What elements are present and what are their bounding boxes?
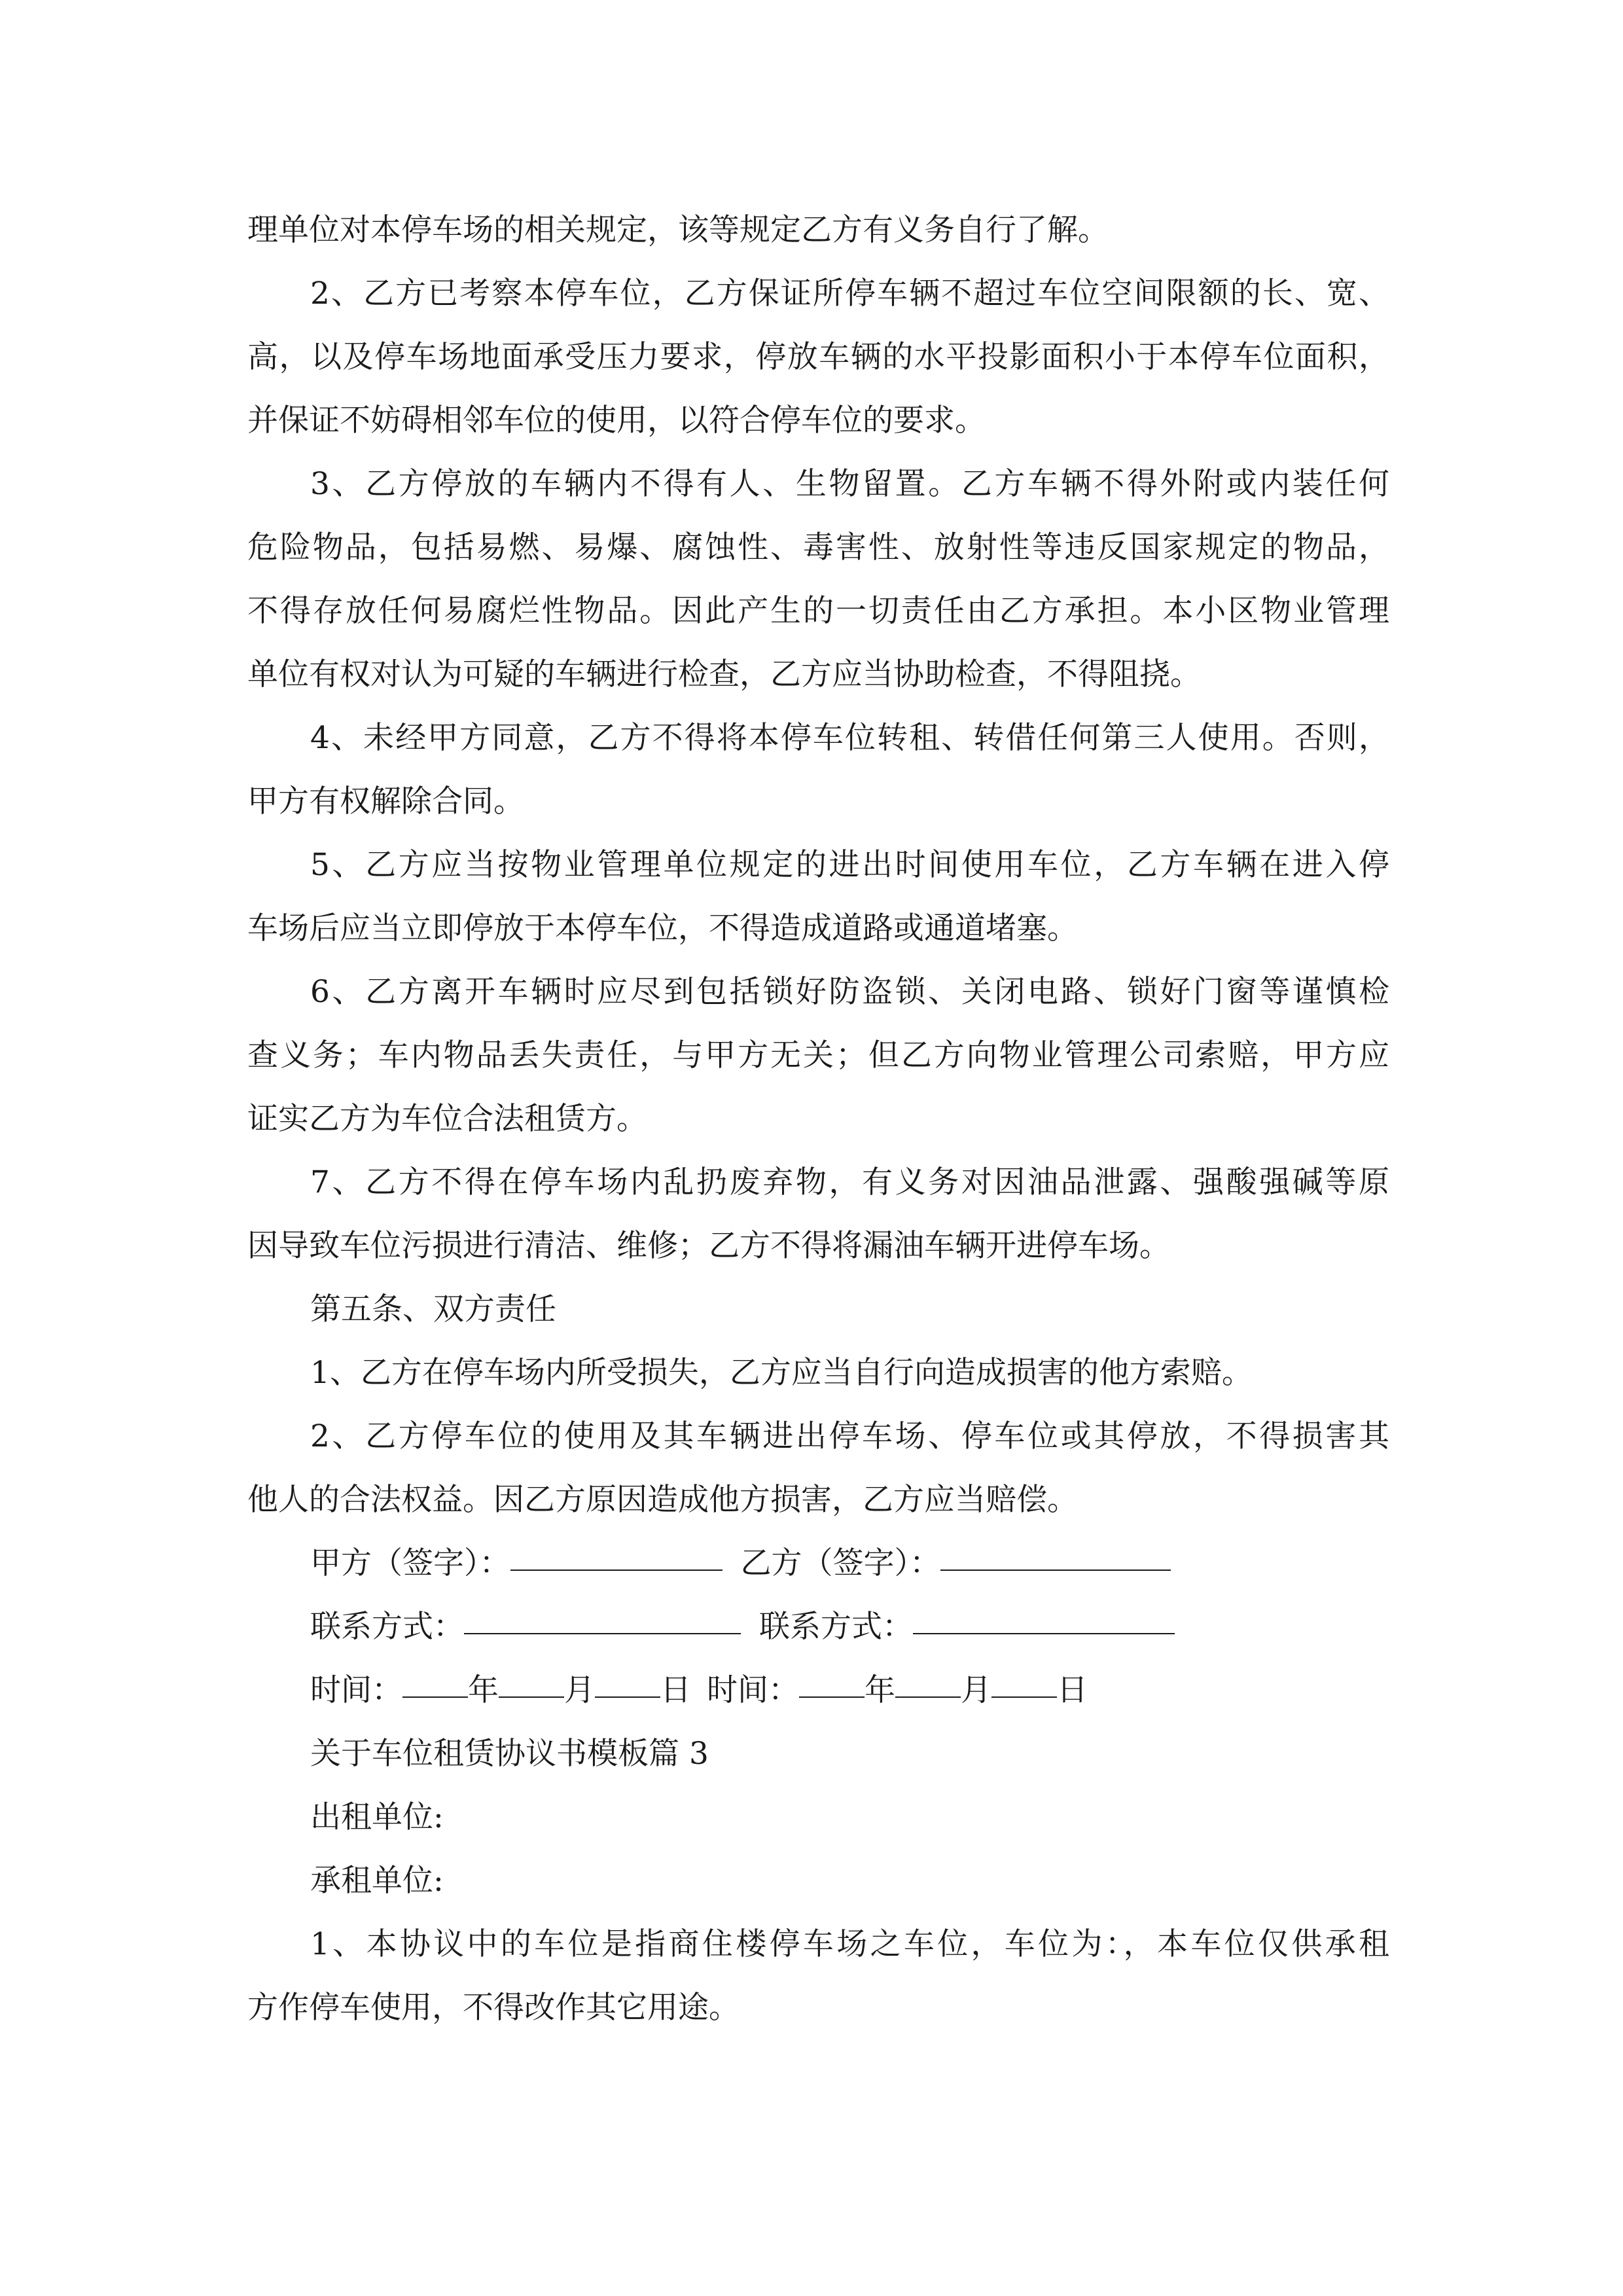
day-blank bbox=[991, 1659, 1057, 1698]
paragraph-line: 2、乙方停车位的使用及其车辆进出停车场、停车位或其停放，不得损害其 bbox=[310, 1418, 1389, 1454]
year-label: 年 bbox=[865, 1672, 895, 1708]
paragraph-line: 2、乙方已考察本停车位，乙方保证所停车辆不超过车位空间限额的长、宽、 bbox=[310, 276, 1389, 312]
paragraph-line: 不得存放任何易腐烂性物品。因此产生的一切责任由乙方承担。本小区物业管理 bbox=[247, 593, 1389, 629]
paragraph-line: 方作停车使用，不得改作其它用途。 bbox=[247, 1990, 740, 2026]
party-a-contact-blank bbox=[464, 1595, 741, 1634]
paragraph-line: 单位有权对认为可疑的车辆进行检查，乙方应当协助检查，不得阻挠。 bbox=[247, 656, 1201, 692]
paragraph-line: 因导致车位污损进行清洁、维修；乙方不得将漏油车辆开进停车场。 bbox=[247, 1228, 1170, 1264]
paragraph-line: 理单位对本停车场的相关规定，该等规定乙方有义务自行了解。 bbox=[247, 212, 1109, 248]
document-body bbox=[247, 198, 1389, 2039]
paragraph-line: 查义务；车内物品丢失责任，与甲方无关；但乙方向物业管理公司索赔，甲方应 bbox=[247, 1037, 1389, 1073]
day-label: 日 bbox=[660, 1672, 691, 1708]
month-label: 月 bbox=[961, 1672, 991, 1708]
party-b-contact-label: 联系方式： bbox=[759, 1609, 913, 1645]
paragraph-line: 1、乙方在停车场内所受损失，乙方应当自行向造成损害的他方索赔。 bbox=[310, 1355, 1253, 1391]
year-blank bbox=[402, 1659, 468, 1698]
party-b-time-label: 时间： bbox=[707, 1672, 799, 1708]
section-title: 关于车位租赁协议书模板篇 3 bbox=[310, 1736, 709, 1772]
party-a-time-label: 时间： bbox=[310, 1672, 402, 1708]
lessor-label: 出租单位: bbox=[310, 1799, 444, 1835]
month-label: 月 bbox=[564, 1672, 595, 1708]
month-blank bbox=[499, 1659, 564, 1698]
paragraph-line: 并保证不妨碍相邻车位的使用，以符合停车位的要求。 bbox=[247, 403, 986, 439]
day-label: 日 bbox=[1057, 1672, 1088, 1708]
paragraph-line: 1、本协议中的车位是指商住楼停车场之车位，车位为：，本车位仅供承租 bbox=[310, 1926, 1389, 1962]
party-b-sign-label: 乙方（签字）： bbox=[740, 1545, 940, 1581]
paragraph-line: 6、乙方离开车辆时应尽到包括锁好防盗锁、关闭电路、锁好门窗等谨慎检 bbox=[310, 974, 1389, 1010]
paragraph-line: 7、乙方不得在停车场内乱扔废弃物，有义务对因油品泄露、强酸强碱等原 bbox=[310, 1164, 1389, 1200]
lessee-label: 承租单位: bbox=[310, 1863, 444, 1899]
section-heading: 第五条、双方责任 bbox=[310, 1291, 556, 1327]
party-a-contact-label: 联系方式： bbox=[310, 1609, 464, 1645]
paragraph-line: 甲方有权解除合同。 bbox=[247, 783, 524, 819]
month-blank bbox=[895, 1659, 961, 1698]
paragraph-line: 证实乙方为车位合法租赁方。 bbox=[247, 1101, 647, 1137]
paragraph-line: 他人的合法权益。因乙方原因造成他方损害，乙方应当赔偿。 bbox=[247, 1482, 1078, 1518]
year-blank bbox=[799, 1659, 865, 1698]
party-a-sign-label: 甲方（签字）： bbox=[310, 1545, 510, 1581]
party-b-contact-blank bbox=[913, 1595, 1175, 1634]
day-blank bbox=[595, 1659, 660, 1698]
paragraph-line: 4、未经甲方同意，乙方不得将本停车位转租、转借任何第三人使用。否则， bbox=[310, 720, 1389, 756]
paragraph-line: 危险物品，包括易燃、易爆、腐蚀性、毒害性、放射性等违反国家规定的物品， bbox=[247, 529, 1389, 565]
party-a-sign-blank bbox=[510, 1532, 722, 1571]
paragraph-line: 3、乙方停放的车辆内不得有人、生物留置。乙方车辆不得外附或内装任何 bbox=[310, 466, 1389, 502]
date-row bbox=[247, 1659, 1389, 1722]
year-label: 年 bbox=[468, 1672, 499, 1708]
paragraph-line: 车场后应当立即停放于本停车位，不得造成道路或通道堵塞。 bbox=[247, 910, 1078, 946]
paragraph-line: 高，以及停车场地面承受压力要求，停放车辆的水平投影面积小于本停车位面积， bbox=[247, 339, 1389, 375]
party-b-sign-blank bbox=[940, 1532, 1171, 1571]
contact-row bbox=[247, 1595, 1389, 1659]
paragraph-line: 5、乙方应当按物业管理单位规定的进出时间使用车位，乙方车辆在进入停 bbox=[310, 847, 1389, 883]
signature-row bbox=[247, 1532, 1389, 1595]
